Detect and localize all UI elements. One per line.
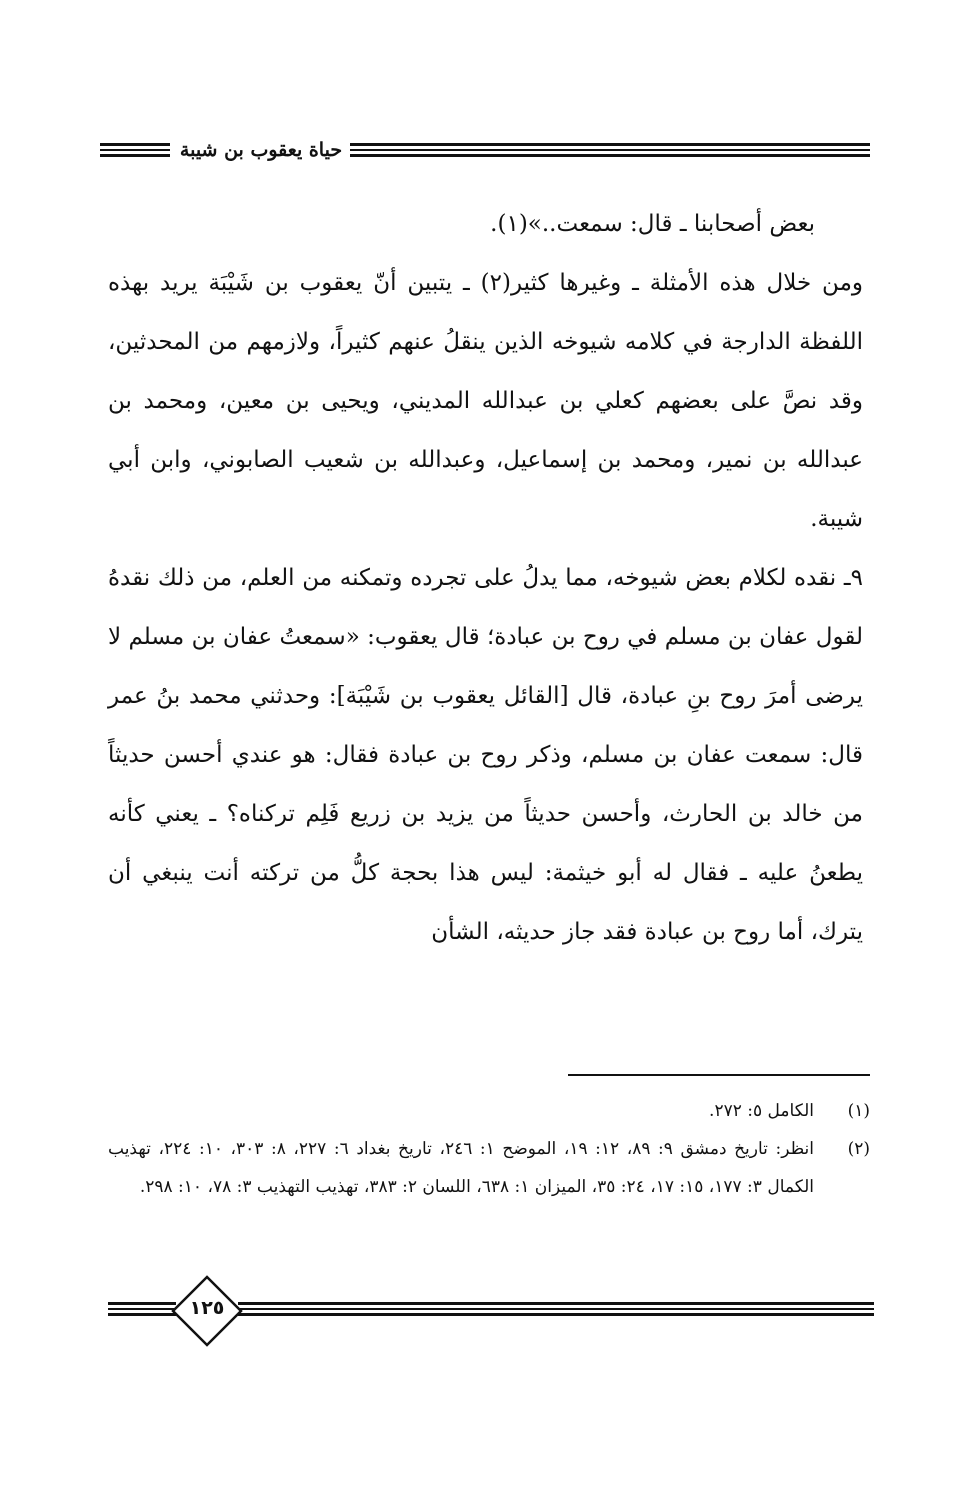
footer-rule-left bbox=[108, 1302, 176, 1319]
paragraph-quote-end: بعض أصحابنا ـ قال: سمعت..»(١). bbox=[490, 211, 815, 237]
footnote-separator bbox=[568, 1074, 870, 1076]
footnote-number: (٢) bbox=[847, 1139, 870, 1159]
page-footer bbox=[108, 1275, 874, 1351]
footnote-1 bbox=[108, 1092, 870, 1130]
footnote-number: (١) bbox=[847, 1101, 870, 1121]
page-number: ١٢٥ bbox=[189, 1297, 225, 1319]
main-text bbox=[108, 195, 863, 962]
header-title: حياة يعقوب بن شيبة bbox=[179, 139, 343, 161]
footnote-text: انظر: تاريخ دمشق ٩: ٨٩، ١٢: ١٩، الموضح ١: ٢٤٦، تاريخ بغداد ٦: ٢٢٧، ٨: ٣٠٣، ١٠: ٢٢٤، تهذيب الكمال ٣: ١٧٧، ١٥: ١٧، ٢٤: ٣٥، الميزان ١: ٦٣٨، اللسان ٢: ٣٨٣، تهذيب التهذيب ٣: ٧٨، ١٠: ٢٩٨. bbox=[108, 1139, 814, 1197]
paragraph-point-9: ٩ـ نقده لكلام بعض شيوخه، مما يدلُ على تجرده وتمكنه من العلم، من ذلك نقدهُ لقول عفان بن مسلم في روح بن عبادة؛ قال يعقوب: «سمعتُ عفان بن مسلم لا يرضى أمرَ روح بنِ عبادة، قال [القائل يعقوب بن شَيْبَة]: وحدثني محمد بنُ عمر قال: سمعت عفان بن مسلم، وذكر روح بن عبادة فقال: هو عندي أحسن حديثاً من خالد بن الحارث، وأحسن حديثاً من يزيد بن زريع فَلِم تركناه؟ ـ يعني كأنه يطعنُ عليه ـ فقال له أبو خيثمة: ليس هذا بحجة كلُّ من تركته أنت ينبغي أن يترك، أما روح بن عبادة فقد جاز حديثه، الشأن bbox=[108, 565, 863, 945]
header-rule-left bbox=[100, 143, 170, 160]
paragraph-examples: ومن خلال هذه الأمثلة ـ وغيرها كثير(٢) ـ يتبين أنّ يعقوب بن شَيْبَة يريد بهذه اللفظة الدارجة في كلامه شيوخه الذين ينقلُ عنهم كثيراً، ولازمهم من المحدثين، وقد نصَّ على بعضهم كعلي بن عبدالله المديني، ويحيى بن معين، ومحمد بن عبدالله بن نمير، ومحمد بن إسماعيل، وعبدالله بن شعيب الصابوني، وابن أبي شيبة. bbox=[108, 270, 863, 532]
header-rule-right bbox=[350, 143, 870, 160]
footnote-2 bbox=[108, 1130, 870, 1206]
footer-rule-right bbox=[238, 1302, 874, 1319]
footnote-text: الكامل ٥: ٢٧٢. bbox=[709, 1101, 814, 1121]
running-header bbox=[100, 135, 870, 165]
footnotes bbox=[108, 1092, 870, 1206]
